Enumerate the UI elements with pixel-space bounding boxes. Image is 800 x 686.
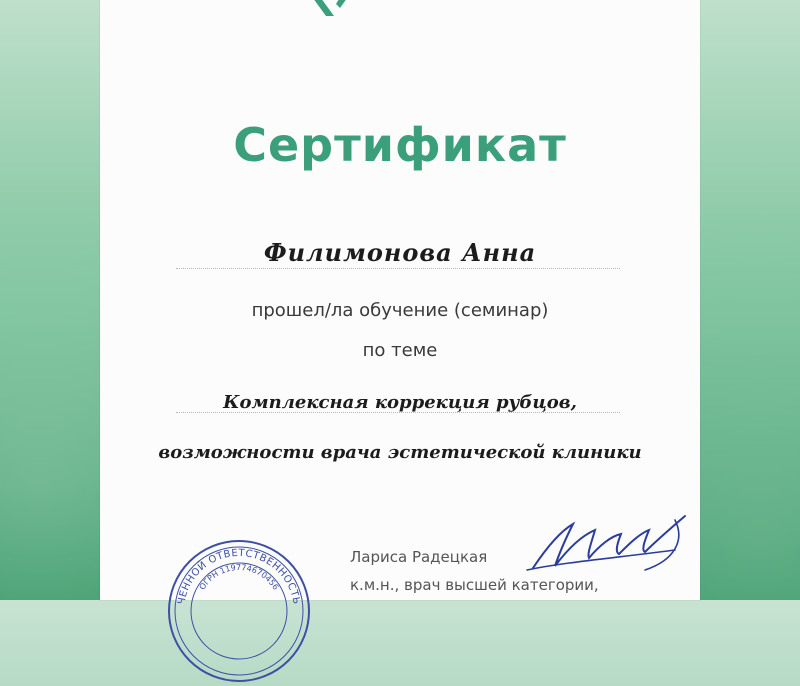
topic-underline — [176, 412, 620, 413]
completion-text: прошел/ла обучение (семинар) — [251, 300, 549, 321]
stamp-text-top: ЧЕННОЙ ОТВЕТСТВЕННОСТЬ — [176, 547, 302, 606]
stamp-seal — [164, 536, 314, 686]
stamp-text-ogrn: ОГРН 119774670456 — [197, 562, 281, 592]
recipient-name: Филимонова Анна — [263, 238, 537, 267]
certificate-title: Сертификат — [233, 118, 567, 172]
logo-icon — [308, 0, 358, 16]
certificate-sheet — [100, 0, 700, 606]
left-green-border — [0, 0, 100, 600]
signature-icon — [525, 510, 695, 580]
topic-line-1: Комплексная коррекция рубцов, — [223, 392, 577, 413]
right-green-border — [700, 0, 800, 600]
signatory-credentials: к.м.н., врач высшей категории, — [350, 576, 599, 594]
topic-intro: по теме — [362, 340, 438, 361]
signatory-name: Лариса Радецкая — [350, 548, 488, 566]
name-underline — [176, 268, 620, 269]
topic-line-2: возможности врача эстетической клиники — [158, 442, 642, 463]
